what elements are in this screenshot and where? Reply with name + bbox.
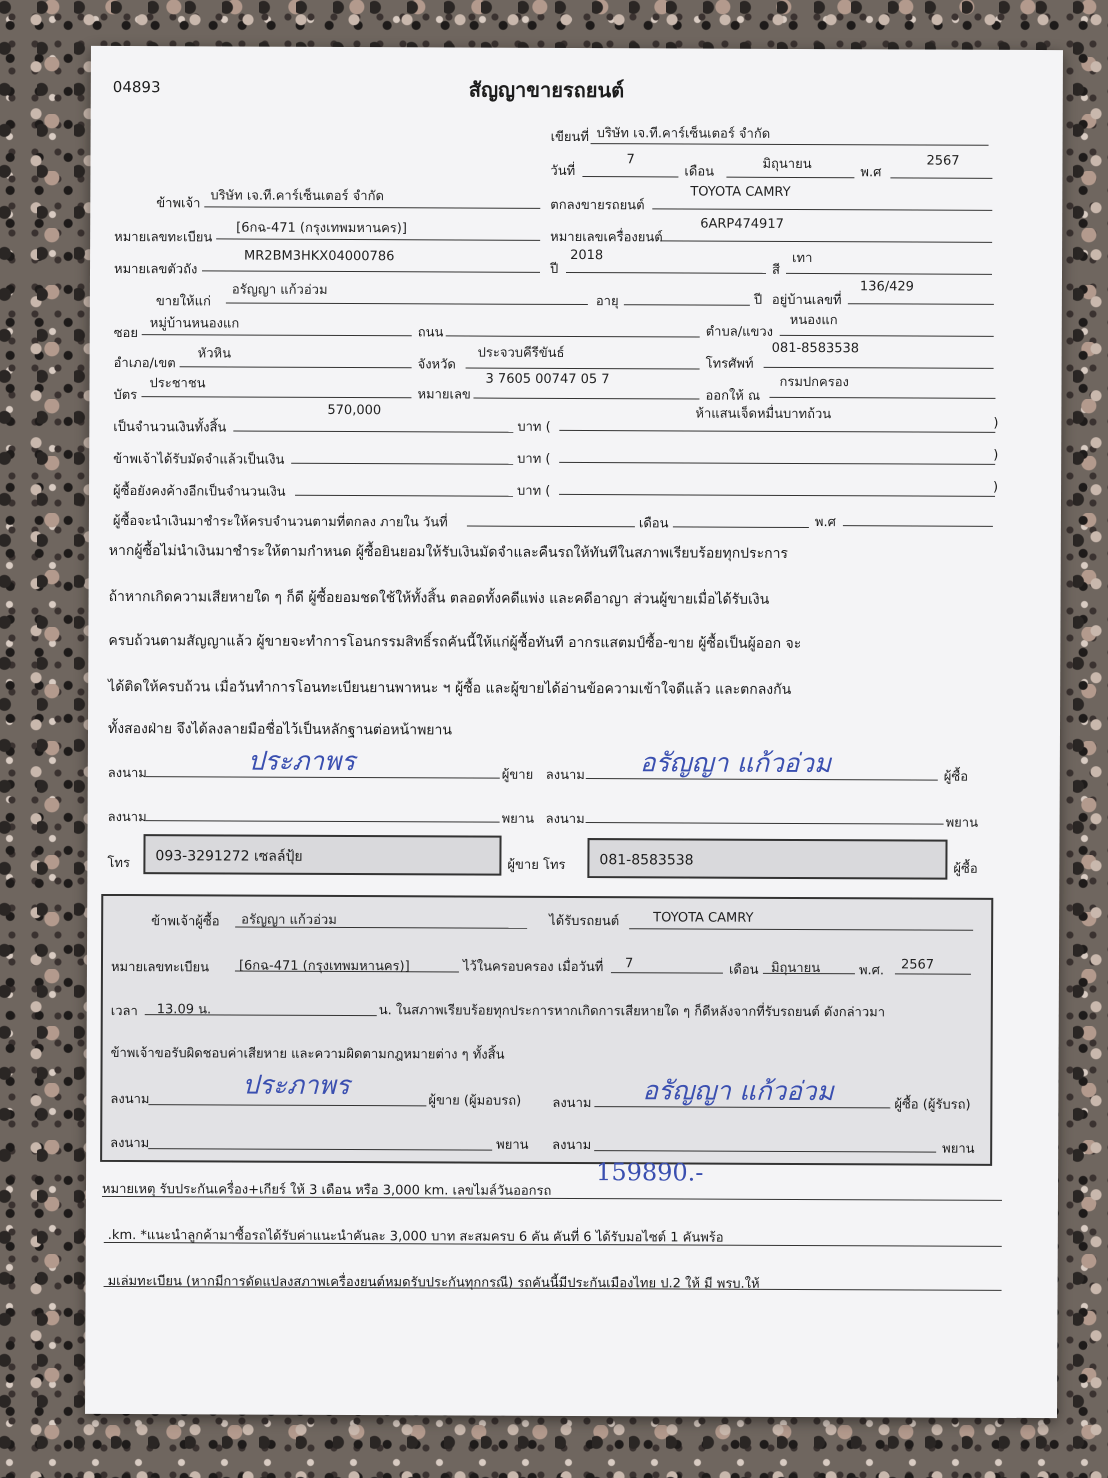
chassis-line [202,270,540,272]
terms-line-1: หากผู้ซื้อไม่นำเงินมาชำระให้ตามกำหนด ผู้ซื้อยินยอมให้รับเงินมัดจำและคืนรถให้ทันทีในสภาพเรียบร้อยทุกประการ [108,542,789,562]
issued-label: ออกให้ ณ [705,388,761,404]
province-value: ประจวบคีรีขันธ์ [477,345,565,361]
deposit-close: ) [993,447,999,463]
year-value: 2567 [926,153,960,169]
pay-month-label: เดือน [638,516,669,532]
receipt-month-label: เดือน [728,962,759,978]
witness1-sign-label: ลงนาม [107,809,147,826]
year-line [890,177,992,178]
day-line [582,176,678,177]
time-suffix: น. ในสภาพเรียบร้อยทุกประการหากเกิดการเสียหายใด ๆ ก็ดีหลังจากที่รับรถยนต์ ดังกล่าวมา [378,1003,886,1021]
terms-line-3: ครบถ้วนตามสัญญาแล้ว ผู้ขายจะทำการโอนกรรมสิทธิ์รถคันนี้ให้แก่ผู้ซื้อทันที อากรแสตมป์ซื้อ-ขาย ผู้ซื้อเป็นผู้ออก จะ [108,632,802,652]
pay-label: ผู้ซื้อจะนำเงินมาชำระให้ครบจำนวนตามที่ตกลง ภายใน วันที่ [112,513,448,531]
issued-line [769,397,995,399]
total-label: เป็นจำนวนเงินทั้งสิ้น [113,419,227,436]
total-line [233,431,513,433]
phone-value: 081-8583538 [771,340,860,357]
subdistrict-value: หนองแก [789,312,838,329]
month-line [726,177,854,179]
car-year-line [566,272,766,274]
buyer-value: อรัญญา แก้วอ่วม [231,282,328,298]
receipt-buyer-label: ข้าพเจ้าผู้ซื้อ [151,914,220,930]
buyer-tel-box: 081-8583538 [587,838,947,880]
color-label: สี [771,262,780,278]
engine-value: 6ARP474917 [700,216,784,232]
witness2-sign-label: ลงนาม [545,811,585,828]
seller-tel-box: 093-3291272 เซลล์ปุ้ย [143,834,501,876]
receipt-witness1-role: พยาน [496,1137,529,1153]
mileage-handwritten: 159890.- [596,1158,704,1187]
total-words-line [559,430,995,433]
seller-sign-label: ลงนาม [107,765,147,782]
card-no-label: หมายเลข [417,387,471,403]
seller-tel-label: โทร [107,855,131,872]
subdistrict-label: ตำบล/แขวง [705,324,774,340]
soi-label: ซอย [113,325,139,342]
color-line [786,273,992,275]
month-label: เดือน [684,164,715,180]
total-close: ) [993,415,999,431]
reg-label: หมายเลขทะเบียน [114,229,213,246]
reg-value: [6กฉ-471 (กรุงเทพมหานคร)] [236,220,407,237]
deposit-baht: บาท ( [517,451,551,467]
received-car-value: TOYOTA CAMRY [653,910,754,926]
remaining-line [295,495,513,497]
seller-label: ข้าพเจ้า [156,196,201,212]
witness2-sign-line [586,822,944,825]
card-label: บัตร [113,387,138,404]
doc-number: 04893 [112,77,161,97]
province-label: จังหวัด [417,357,456,373]
terms-line-5: ทั้งสองฝ่าย จึงได้ลงลายมือชื่อไว้เป็นหลักฐานต่อหน้าพยาน [107,720,453,739]
buyer-label: ขายให้แก่ [155,294,211,310]
card-no-line [473,398,699,400]
receipt-witness2-role: พยาน [942,1141,975,1157]
car-year-value: 2018 [570,247,604,264]
receipt-day-value: 7 [624,956,634,972]
age-unit: ปี [753,292,763,308]
liability-text: ข้าพเจ้าขอรับผิดชอบค่าเสียหาย และความผิดตามกฎหมายต่าง ๆ ทั้งสิ้น [110,1045,505,1063]
receipt-reg-value: [6กฉ-471 (กรุงเทพมหานคร)] [238,958,410,975]
card-line [141,396,411,398]
seller-tel-role: ผู้ขาย โทร [507,857,566,873]
seller-line [204,206,540,208]
remaining-baht: บาท ( [517,483,551,499]
receipt-buyer-sign-label: ลงนาม [552,1095,592,1112]
remarks-line-1: หมายเหตุ รับประกันเครื่อง+เกียร์ ให้ 3 เดือน หรือ 3,000 km. เลขไมล์วันออกรถ [101,1181,552,1199]
buyer-line [226,302,588,305]
road-line [446,335,700,337]
seller-value: บริษัท เจ.ที.คาร์เซ็นเตอร์ จำกัด [210,188,384,205]
month-value: มิถุนายน [762,156,812,173]
agree-label: ตกลงขายรถยนต์ [550,197,645,214]
remarks-line-3: มเล่มทะเบียน (หากมีการดัดแปลงสภาพเครื่องยนต์หมดรับประกันทุกกรณี) รถคันนี้มีประกันเมืองไทย ป.2 ให้ มี พรบ.ให้ [107,1273,760,1292]
possess-day-line [611,972,723,973]
date-label: วันที่ [550,163,576,179]
receipt-box [100,894,993,1166]
witness1-sign-line [146,820,500,823]
seller-role: ผู้ขาย [501,767,534,783]
district-value: หัวหิน [197,346,232,362]
soi-line [142,334,412,336]
total-value: 570,000 [327,402,382,419]
receipt-witness1-label: ลงนาม [110,1135,150,1152]
car-line [652,208,992,210]
doc-title: สัญญาขายรถยนต์ [468,77,625,103]
remarks-line-2: .km. *แนะนำลูกค้ามาซื้อรถได้รับค่าแนะนำคันละ 3,000 บาท สะสมครบ 6 คัน คันที่ 6 ได้รับมอไซต์ 1 คันพร้อ [107,1227,724,1246]
deposit-label: ข้าพเจ้าได้รับมัดจำแล้วเป็นเงิน [113,451,285,468]
witness1-role: พยาน [501,811,535,827]
time-label: เวลา [110,1003,138,1020]
engine-label: หมายเลขเครื่องยนต์ [550,229,663,246]
buyer-tel-role: ผู้ซื้อ [953,861,978,877]
phone-line [764,367,994,369]
phone-label: โทรศัพท์ [705,356,754,372]
chassis-label: หมายเลขตัวถัง [113,261,198,278]
issued-value: กรมปกครอง [779,374,849,391]
color-value: เทา [792,250,813,267]
district-label: อำเภอ/เขต [113,355,176,372]
card-value: ประชาชน [149,376,206,392]
house-value: 136/429 [859,279,914,295]
pay-year-line [843,525,993,527]
district-line [180,366,412,368]
receipt-seller-signature: ประภาพร [242,1070,350,1102]
received-label: ได้รับรถยนต์ [549,913,620,930]
deposit-words-line [559,462,995,465]
total-words-value: ห้าแสนเจ็ดหมื่นบาทถ้วน [695,406,832,423]
written-at-label: เขียนที่ [550,129,590,146]
possess-label: ไว้ในครอบครอง เมื่อวันที่ [462,959,604,976]
subdistrict-line [780,335,994,337]
buyer-sign-label: ลงนาม [545,767,585,784]
chassis-value: MR2BM3HKX04000786 [244,248,395,265]
province-line [466,368,700,370]
pay-day-line [467,526,635,528]
receipt-year-line [895,973,971,974]
receipt-witness2-label: ลงนาม [552,1137,592,1154]
receipt-witness2-line [594,1150,936,1152]
time-value: 13.09 น. [156,1002,212,1018]
age-line [624,304,750,306]
received-line [629,928,973,931]
pay-year-label: พ.ศ [814,515,836,531]
remaining-close: ) [993,479,999,495]
contract-paper [85,46,1063,1418]
seller-signature: ประภาพร [247,746,356,778]
receipt-year-label: พ.ศ. [858,963,885,979]
terms-line-4: ได้ติดให้ครบถ้วน เมื่อวันทำการโอนทะเบียนยานพาหนะ ฯ ผู้ซื้อ และผู้ขายได้อ่านข้อความเข้าใจดีแล้ว และตกลงกัน [108,678,792,698]
deposit-line [291,463,513,465]
age-label: อายุ [595,294,619,310]
engine-line [660,240,992,242]
car-value: TOYOTA CAMRY [690,184,791,200]
year-label: พ.ศ [860,165,882,181]
house-line [848,303,994,305]
card-no-value: 3 7605 00747 05 7 [485,371,610,388]
house-label: อยู่บ้านเลขที่ [771,292,842,309]
receipt-seller-role: ผู้ขาย (ผู้มอบรถ) [428,1093,522,1109]
receipt-seller-sign-label: ลงนาม [110,1091,150,1108]
receipt-buyer-signature: อรัญญา แก้วอ่วม [642,1076,834,1108]
terms-line-2: ถ้าหากเกิดความเสียหายใด ๆ ก็ดี ผู้ซื้อยอมชดใช้ให้ทั้งสิ้น ตลอดทั้งคดีแพ่ง และคดีอาญา ส่วนผู้ขายเมื่อได้รับเงิน [108,588,770,608]
receipt-buyer-role: ผู้ซื้อ (ผู้รับรถ) [894,1097,971,1113]
receipt-reg-label: หมายเลขทะเบียน [110,959,210,976]
receipt-year-value: 2567 [900,957,935,973]
soi-value: หมู่บ้านหนองแก [149,316,240,332]
witness2-role: พยาน [945,815,979,831]
remaining-label: ผู้ซื้อยังคงค้างอีกเป็นจำนวนเงิน [113,483,286,500]
total-baht: บาท ( [517,419,551,435]
receipt-month-value: มิถุนายน [770,960,821,977]
pay-month-line [673,526,809,528]
road-label: ถนน [417,325,444,341]
car-year-label: ปี [549,261,559,277]
day-value: 7 [626,152,635,168]
remaining-words-line [559,494,995,497]
written-at-line [591,143,989,146]
receipt-buyer-value: อรัญญา แก้วอ่วม [241,912,337,928]
receipt-witness1-line [148,1148,492,1151]
reg-line [216,238,540,240]
buyer-role: ผู้ซื้อ [943,769,969,785]
written-at-value: บริษัท เจ.ที.คาร์เซ็นเตอร์ จำกัด [596,126,771,142]
buyer-signature: อรัญญา แก้วอ่วม [639,748,832,780]
